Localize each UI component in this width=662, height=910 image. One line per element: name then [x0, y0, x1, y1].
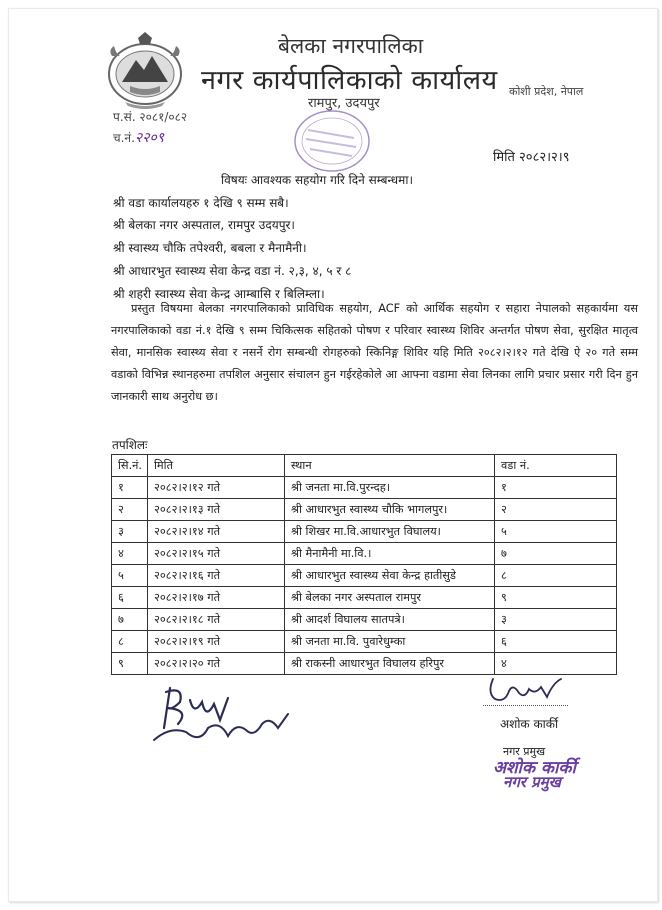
addressee-line: श्री स्वास्थ्य चौकि तपेश्वरी, बबला र मैनामैनी।: [113, 241, 307, 255]
office-name: नगर कार्यपालिकाको कार्यालय: [201, 65, 498, 96]
signatory-name: अशोक कार्की: [500, 717, 559, 731]
serial-cell: १: [112, 477, 148, 499]
place-cell: श्री बेलका नगर अस्पताल रामपुर: [285, 587, 495, 609]
cha-na-value: २२०९: [134, 130, 165, 146]
table-row: [112, 609, 617, 631]
table-row: [112, 543, 617, 565]
table-row: [112, 653, 617, 675]
date-cell: २०८२।२।१४ गते: [148, 521, 285, 543]
date-cell: २०८२।२।१६ गते: [148, 565, 285, 587]
table-row: [112, 477, 617, 499]
addressee-line: श्री शहरी स्वास्थ्य सेवा केन्द्र आम्बासि र बिलिम्ला।: [113, 287, 325, 301]
serial-cell: ७: [112, 609, 148, 631]
ward-cell: ३: [495, 609, 617, 631]
nepal-government-emblem: [100, 30, 190, 110]
name-stamp: अशोक कार्की: [493, 758, 576, 778]
place-cell: श्री राकस्नी आधारभुत विघालय हरिपुर: [285, 653, 495, 675]
serial-cell: ४: [112, 543, 148, 565]
mayor-signature: [485, 675, 565, 705]
addressee-line: श्री बेलका नगर अस्पताल, रामपुर उदयपुर।: [113, 218, 295, 232]
serial-cell: ६: [112, 587, 148, 609]
date-cell: २०८२।२।१५ गते: [148, 543, 285, 565]
ward-cell: ४: [495, 653, 617, 675]
date-cell: २०८२।२।२० गते: [148, 653, 285, 675]
place-cell: श्री आदर्श विघालय सातपत्रे।: [285, 609, 495, 631]
municipality-name: बेलका नगरपालिका: [278, 34, 424, 58]
ward-cell: १: [495, 477, 617, 499]
date-cell: २०८२।२।१३ गते: [148, 499, 285, 521]
title-stamp: नगर प्रमुख: [503, 773, 561, 791]
letter-body: प्रस्तुत विषयमा बेलका नगरपालिकाको प्राविधिक सहयोग, ACF को आर्थिक सहयोग र सहारा नेपालको सहकार्यमा यस नगरपालिकाको वडा नं.१ देखि ९ सम्म चिकित्सक सहितको पोषण र परिवार स्वास्थ्य शिविर अन्तर्गत पोषण सेवा, सुरक्षित मातृत्व सेवा, मानसिक स्वास्थ्य सेवा र नसर्ने रोग सम्बन्धी रोगहरुको स्किनिङ्ग शिविर यहि मिति २०८२।२।१२ गते देखि ऐ २० गते सम्म वडाको विभिन्न स्थानहरुमा तपशिल अनुसार संचालन हुन गईरहेकोले आ आफ्ना वडामा सेवा लिनका लागि प्रचार प्रसार गरी दिन हुन जानकारी साथ अनुरोध छ।: [111, 302, 638, 403]
table-header-row: [112, 455, 617, 477]
serial-cell: ९: [112, 653, 148, 675]
addressee-line: श्री आधारभुत स्वास्थ्य सेवा केन्द्र वडा नं. २,३, ४, ५ र ८: [113, 264, 352, 278]
place-cell: श्री आधारभुत स्वास्थ्य सेवा केन्द्र हातीसुडे: [285, 565, 495, 587]
table-row: [112, 499, 617, 521]
ward-cell: ७: [495, 543, 617, 565]
serial-cell: २: [112, 499, 148, 521]
ward-cell: ६: [495, 631, 617, 653]
place-cell: श्री मैनामैनी मा.वि.।: [285, 543, 495, 565]
column-header: सि.नं.: [112, 455, 148, 477]
signatory-title: नगर प्रमुख: [503, 745, 546, 758]
addressee-line: श्री वडा कार्यालयहरु १ देखि ९ सम्म सबै।: [113, 196, 289, 210]
column-header: स्थान: [285, 455, 495, 477]
date-cell: २०८२।२।१७ गते: [148, 587, 285, 609]
ward-cell: ५: [495, 521, 617, 543]
pa-sa-ref: प.सं. २०८१/०८२: [113, 110, 188, 124]
column-header: वडा नं.: [495, 455, 617, 477]
ward-cell: ९: [495, 587, 617, 609]
schedule-table: [111, 454, 617, 675]
handwritten-initials: [150, 680, 300, 750]
schedule-label: तपशिलः: [112, 438, 148, 452]
cha-na-ref: [113, 128, 164, 147]
date-cell: २०८२।२।१८ गते: [148, 609, 285, 631]
table-row: [112, 631, 617, 653]
column-header: मिति: [148, 455, 285, 477]
ward-cell: २: [495, 499, 617, 521]
signature-line: [483, 705, 568, 706]
place-cell: श्री जनता मा.वि. पुवारेधुम्का: [285, 631, 495, 653]
letter-subject: विषयः आवश्यक सहयोग गरि दिने सम्बन्धमा।: [221, 173, 414, 187]
place-cell: श्री जनता मा.वि.पुरन्दह।: [285, 477, 495, 499]
date-cell: २०८२।२।१२ गते: [148, 477, 285, 499]
letter-date: मिति २०८२।२।९: [493, 150, 570, 165]
cha-na-label: च.नं.: [113, 131, 135, 145]
province-label: कोशी प्रदेश, नेपाल: [509, 85, 584, 98]
table-row: [112, 521, 617, 543]
office-address: रामपुर, उदयपुर: [308, 96, 380, 111]
place-cell: श्री शिखर मा.वि.आधारभुत विघालय।: [285, 521, 495, 543]
table-row: [112, 587, 617, 609]
serial-cell: ५: [112, 565, 148, 587]
place-cell: श्री आधारभुत स्वास्थ्य चौकि भागलपुर।: [285, 499, 495, 521]
serial-cell: ३: [112, 521, 148, 543]
date-cell: २०८२।२।१९ गते: [148, 631, 285, 653]
ward-cell: ८: [495, 565, 617, 587]
table-row: [112, 565, 617, 587]
office-stamp: [292, 108, 372, 174]
serial-cell: ८: [112, 631, 148, 653]
